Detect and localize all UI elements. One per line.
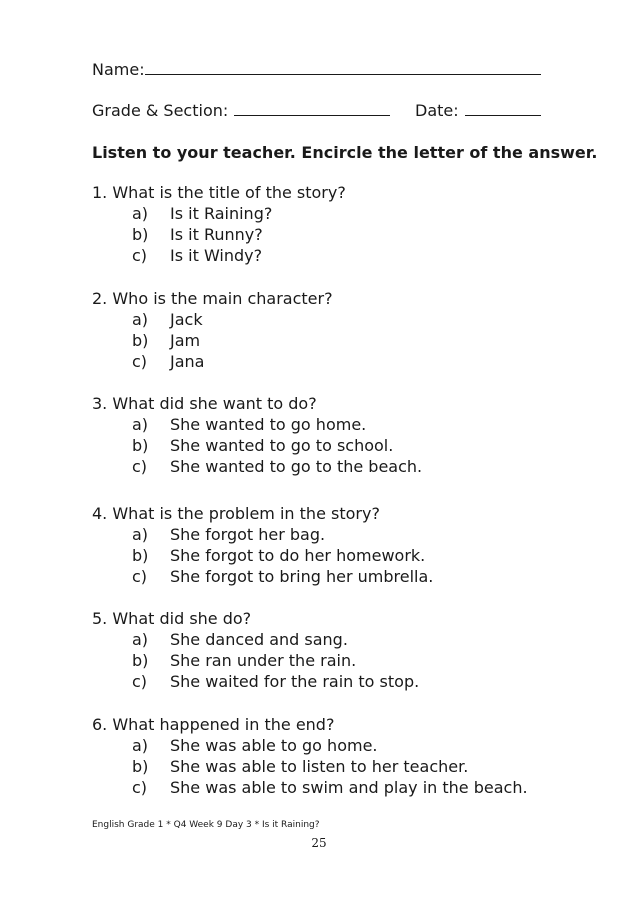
option-a[interactable] (92, 414, 422, 435)
option-text: Is it Raining? (170, 204, 273, 223)
option-letter: a) (132, 736, 149, 755)
option-c[interactable] (92, 566, 433, 587)
option-a[interactable] (92, 309, 333, 330)
option-text: She forgot her bag. (170, 525, 326, 544)
question-2 (92, 288, 333, 372)
instructions: Listen to your teacher. Encircle the letter of the answer. (92, 143, 598, 162)
date-group (415, 99, 541, 121)
option-letter: c) (132, 457, 148, 476)
option-letter: a) (132, 204, 149, 223)
question-5 (92, 608, 419, 692)
option-text: She was able to swim and play in the beach. (170, 778, 528, 797)
option-text: She danced and sang. (170, 630, 348, 649)
grade-blank[interactable] (234, 99, 390, 116)
option-text: She was able to listen to her teacher. (170, 757, 469, 776)
option-b[interactable] (92, 224, 346, 245)
option-c[interactable] (92, 351, 333, 372)
footer-caption: English Grade 1 * Q4 Week 9 Day 3 * Is it Raining? (92, 820, 320, 830)
question-6 (92, 714, 528, 798)
option-letter: a) (132, 525, 149, 544)
option-text: She wanted to go home. (170, 415, 367, 434)
question-1 (92, 182, 346, 266)
grade-label: Grade & Section: (92, 101, 229, 120)
option-letter: b) (132, 651, 149, 670)
option-text: Is it Runny? (170, 225, 263, 244)
option-b[interactable] (92, 545, 433, 566)
option-a[interactable] (92, 735, 528, 756)
grade-row (92, 99, 545, 121)
option-letter: a) (132, 310, 149, 329)
option-text: She forgot to bring her umbrella. (170, 567, 434, 586)
option-letter: b) (132, 546, 149, 565)
question-text: 4. What is the problem in the story? (92, 504, 380, 523)
name-label: Name: (92, 60, 145, 79)
option-text: Jack (170, 310, 203, 329)
option-b[interactable] (92, 650, 419, 671)
date-label: Date: (415, 101, 459, 120)
question-3 (92, 393, 422, 477)
date-blank[interactable] (465, 99, 541, 116)
option-a[interactable] (92, 524, 433, 545)
option-c[interactable] (92, 777, 528, 798)
option-c[interactable] (92, 245, 346, 266)
name-blank[interactable] (145, 58, 541, 75)
option-text: She waited for the rain to stop. (170, 672, 420, 691)
option-letter: b) (132, 225, 149, 244)
question-text: 1. What is the title of the story? (92, 183, 346, 202)
option-letter: a) (132, 415, 149, 434)
option-text: She wanted to go to the beach. (170, 457, 423, 476)
option-b[interactable] (92, 330, 333, 351)
option-b[interactable] (92, 756, 528, 777)
option-letter: b) (132, 436, 149, 455)
option-letter: b) (132, 757, 149, 776)
option-letter: b) (132, 331, 149, 350)
option-b[interactable] (92, 435, 422, 456)
question-text: 3. What did she want to do? (92, 394, 317, 413)
option-text: She forgot to do her homework. (170, 546, 426, 565)
option-a[interactable] (92, 203, 346, 224)
option-text: She wanted to go to school. (170, 436, 394, 455)
option-letter: c) (132, 352, 148, 371)
option-letter: a) (132, 630, 149, 649)
question-text: 6. What happened in the end? (92, 715, 335, 734)
option-letter: c) (132, 567, 148, 586)
name-row (92, 58, 541, 80)
option-a[interactable] (92, 629, 419, 650)
option-c[interactable] (92, 671, 419, 692)
question-4 (92, 503, 433, 587)
option-text: She ran under the rain. (170, 651, 357, 670)
option-text: Jam (170, 331, 201, 350)
question-text: 5. What did she do? (92, 609, 252, 628)
question-text: 2. Who is the main character? (92, 289, 333, 308)
option-letter: c) (132, 246, 148, 265)
option-text: She was able to go home. (170, 736, 378, 755)
option-c[interactable] (92, 456, 422, 477)
option-letter: c) (132, 778, 148, 797)
option-letter: c) (132, 672, 148, 691)
option-text: Jana (170, 352, 205, 371)
page-number: 25 (311, 836, 327, 850)
option-text: Is it Windy? (170, 246, 263, 265)
